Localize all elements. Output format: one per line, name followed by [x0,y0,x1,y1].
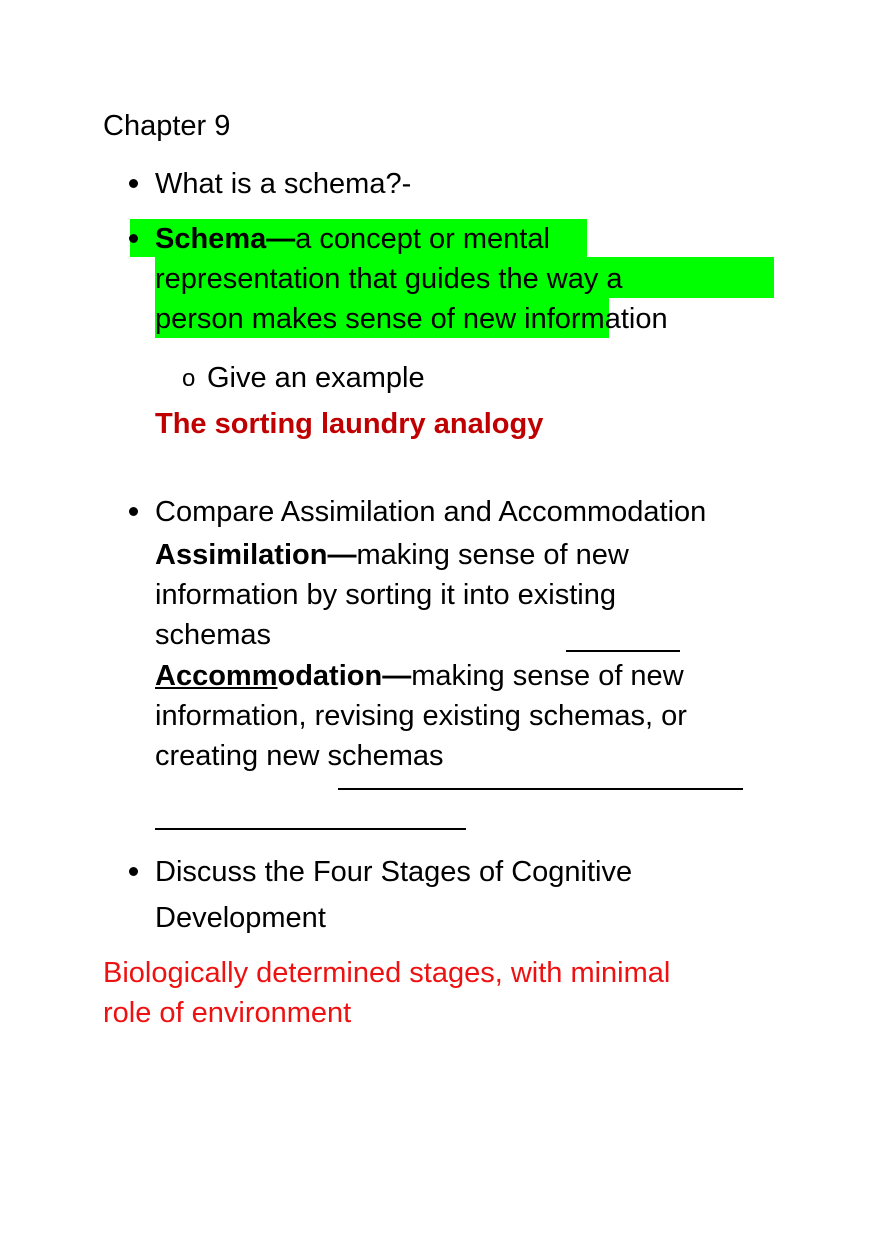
circle-bullet-icon: o [182,365,196,392]
bullet-icon [129,234,138,243]
accommodation-line-2: information, revising existing schemas, or [155,700,687,732]
em-dash: — [382,660,412,692]
question-four-stages-line-1: Discuss the Four Stages of Cognitive [155,856,633,888]
assimilation-line-3: schemas [155,619,272,651]
bullet-icon [129,867,138,876]
schema-definition-line-3: person makes sense of new information [155,303,668,335]
accommodation-term-underlined: Accomm [155,660,278,692]
blank-rule [566,650,680,652]
answer-biological-line-2: role of environment [103,997,352,1029]
schema-term: Schema [155,223,267,255]
question-compare: Compare Assimilation and Accommodation [155,496,707,528]
em-dash: — [266,223,296,255]
accommodation-text-1: making sense of new [411,660,684,692]
schema-definition-line-2: representation that guides the way a [155,263,623,295]
sub-prompt-example: Give an example [207,362,425,394]
bullet-icon [129,507,138,516]
answer-biological-line-1: Biologically determined stages, with minimal [103,957,671,989]
question-schema: What is a schema?- [155,168,412,200]
assimilation-line-1 [155,538,629,572]
accommodation-term-rest: odation [277,660,383,692]
answer-laundry-analogy: The sorting laundry analogy [155,408,544,440]
accommodation-line-1 [155,659,684,693]
schema-definition-line-1 [155,222,550,256]
bullet-icon [129,179,138,188]
accommodation-line-3: creating new schemas [155,740,444,772]
assimilation-term: Assimilation [155,539,328,571]
assimilation-text-1: making sense of new [356,539,629,571]
blank-rule [155,828,466,830]
assimilation-line-2: information by sorting it into existing [155,579,616,611]
blank-rule [338,788,743,790]
em-dash: — [327,539,357,571]
schema-def-text-1: a concept or mental [295,223,550,255]
question-four-stages-line-2: Development [155,902,326,934]
chapter-heading: Chapter 9 [103,110,231,142]
